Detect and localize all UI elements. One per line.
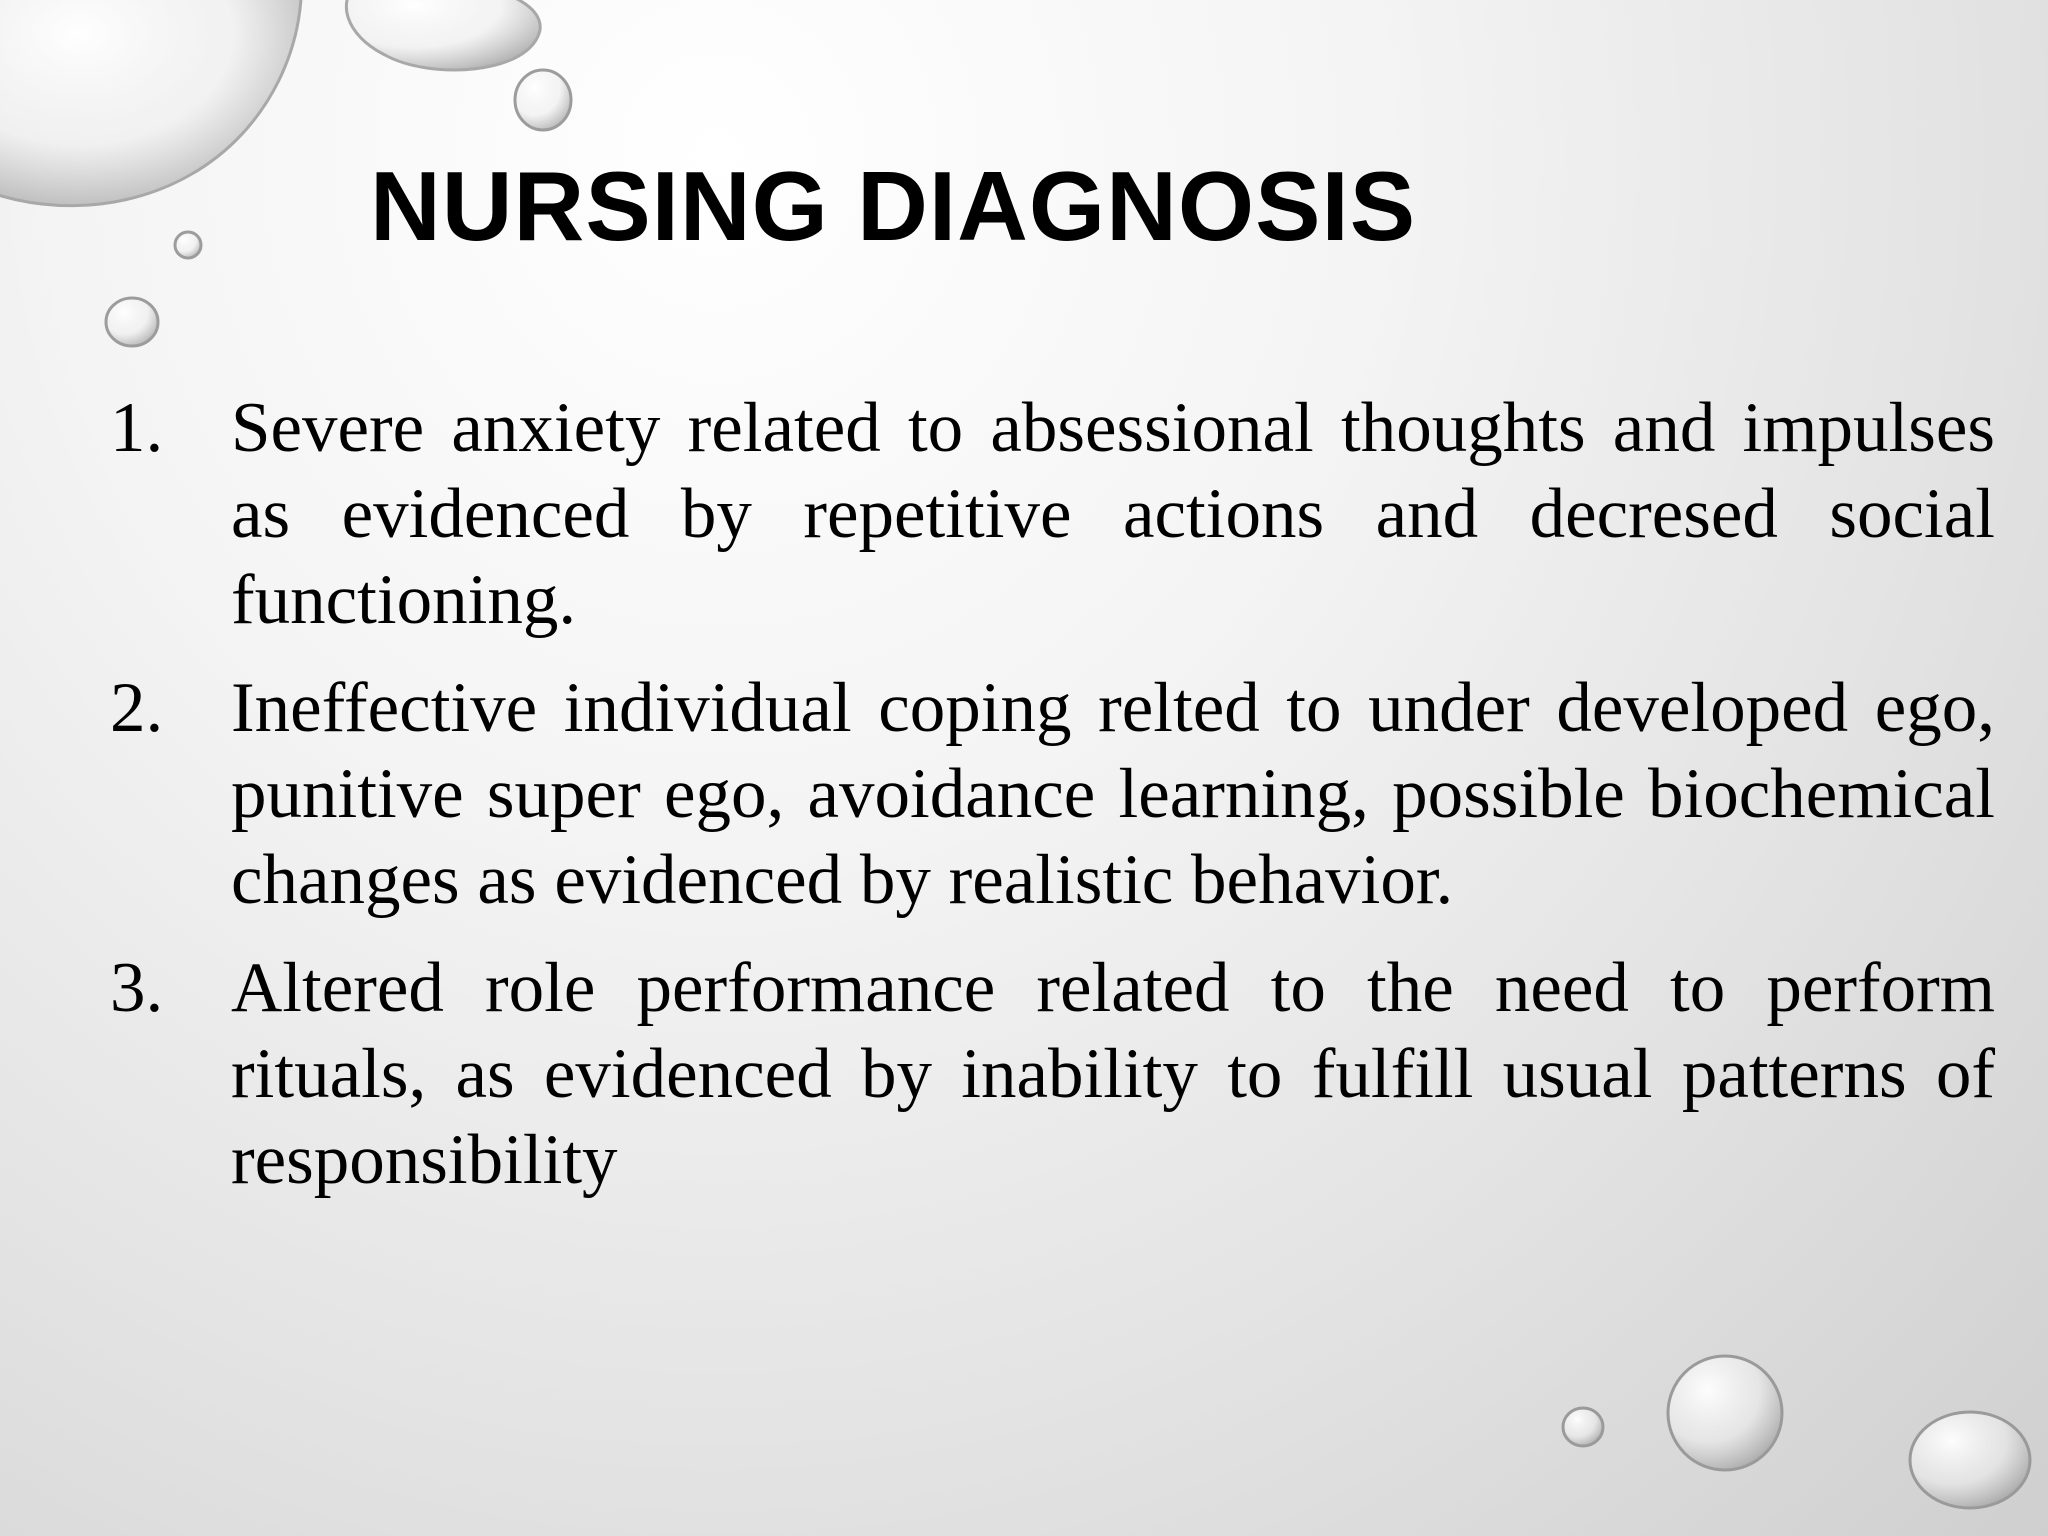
diagnosis-number: 1.: [110, 389, 164, 467]
diagnosis-item: [110, 385, 1995, 643]
diagnosis-text: Severe anxiety related to absessional thoughts and impulses as evidenced by repetitive actions and decresed social functioning.: [231, 389, 1995, 639]
diagnosis-text: Ineffective individual coping relted to under developed ego, punitive super ego, avoidance learning, possible biochemical changes as evidenced by realistic behavior.: [231, 669, 1995, 919]
diagnosis-item: [110, 665, 1995, 923]
diagnosis-text: Altered role performance related to the need to perform rituals, as evidenced by inability to fulfill usual patterns of responsibility: [231, 949, 1995, 1199]
diagnosis-item: [110, 945, 1995, 1203]
diagnosis-number: 3.: [110, 949, 164, 1027]
diagnosis-number: 2.: [110, 669, 164, 747]
diagnosis-list: [110, 385, 1995, 1225]
bottom-right-drops: [1563, 1356, 2030, 1508]
slide-title: NURSING DIAGNOSIS: [370, 151, 1417, 261]
